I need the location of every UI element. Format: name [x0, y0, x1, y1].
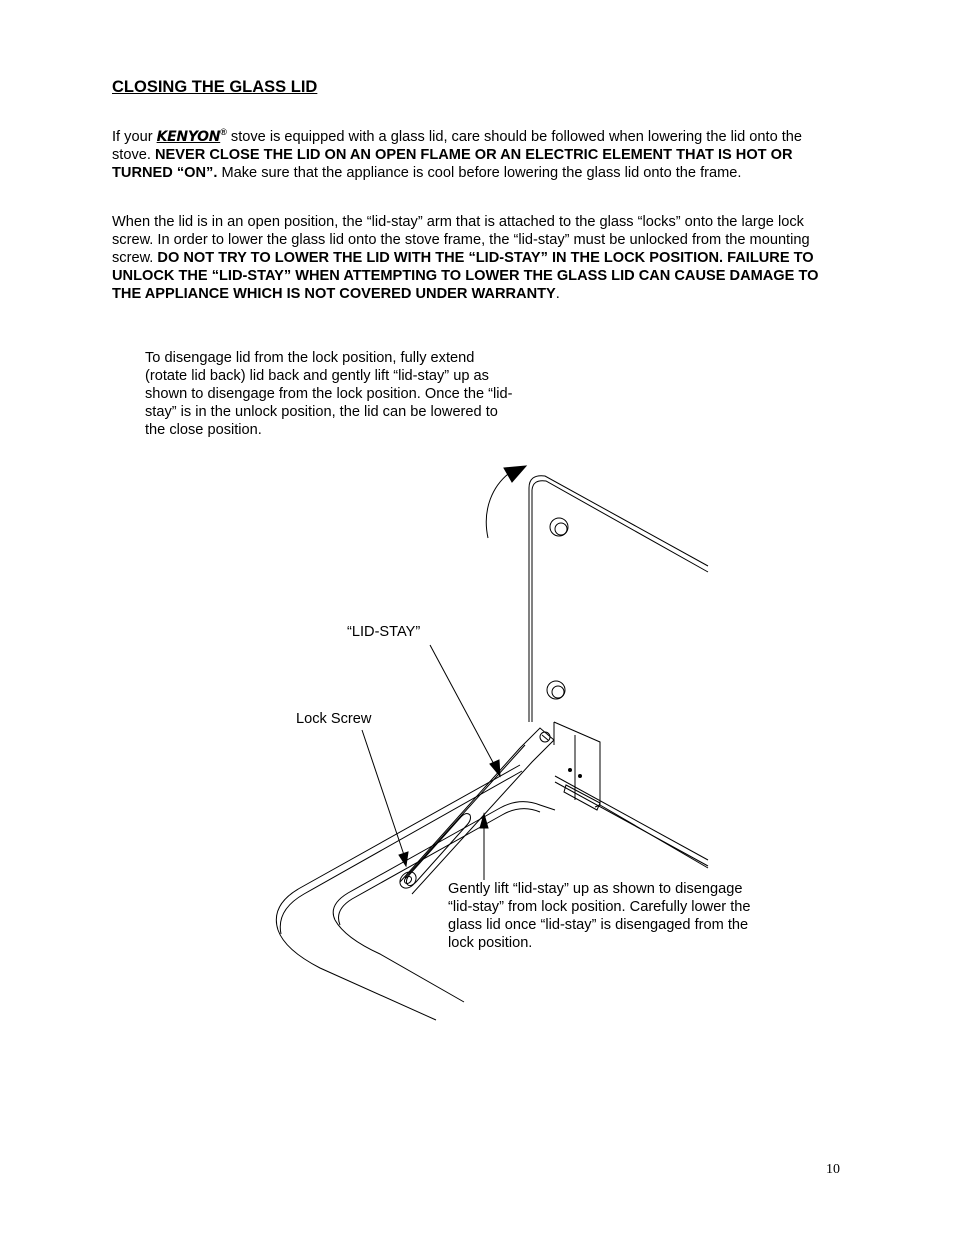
- lid-stay-label: “LID-STAY”: [347, 624, 421, 640]
- lift-direction-arrow: [480, 814, 488, 880]
- lock-screw-label: Lock Screw: [296, 711, 372, 727]
- glass-lid-panel: [529, 476, 708, 722]
- intro-text: If your: [112, 128, 157, 145]
- page-number: 10: [826, 1162, 840, 1177]
- intro-text-continued: stove is equipped with a glass lid, care should be followed when lowering the lid onto the stove.: [112, 128, 803, 163]
- disengage-instruction: To disengage lid from the lock position, fully extend (rotate lid back) lid back and gently lift “lid-stay” up as shown to disengage from the lock position. Once the “lid-stay” is in the unlock position, the lid can be lowered to the close position.: [145, 350, 513, 438]
- paragraph-end: .: [555, 286, 560, 302]
- lid-stay-arm: [397, 728, 554, 894]
- lift-caption: Gently lift “lid-stay” up as shown to disengage “lid-stay” from lock position. Carefully lower the glass lid once “lid-stay” is disengaged from the lock position.: [448, 881, 751, 951]
- lid-stay-callout: [430, 645, 500, 776]
- lid-stay-explanation: When the lid is in an open position, the “lid-stay” arm that is attached to the glass “locks” onto the large lock screw. In order to lower the glass lid onto the stove frame, the “lid-stay” must be unlocked from the mounting screw.: [112, 214, 810, 266]
- brand-logo: KENYON: [156, 128, 221, 145]
- registered-mark: ®: [220, 127, 227, 137]
- section-heading: CLOSING THE GLASS LID: [112, 78, 318, 96]
- lock-position-warning: DO NOT TRY TO LOWER THE LID WITH THE “LID-STAY” IN THE LOCK POSITION. FAILURE TO UNLOCK THE “LID-STAY” WHEN ATTEMPTING TO LOWER THE GLASS LID CAN CAUSE DAMAGE TO THE APPLIANCE WHICH IS NOT COVERED UNDER WARRANTY: [112, 250, 819, 302]
- lid-stay-slot: [406, 814, 470, 886]
- lock-screw-callout: [362, 730, 408, 866]
- rotation-arrow: [486, 466, 526, 538]
- cool-appliance-note: Make sure that the appliance is cool before lowering the glass lid onto the frame.: [217, 164, 742, 181]
- flame-warning: NEVER CLOSE THE LID ON AN OPEN FLAME OR AN ELECTRIC ELEMENT THAT IS HOT OR TURNED “ON”.: [112, 146, 793, 181]
